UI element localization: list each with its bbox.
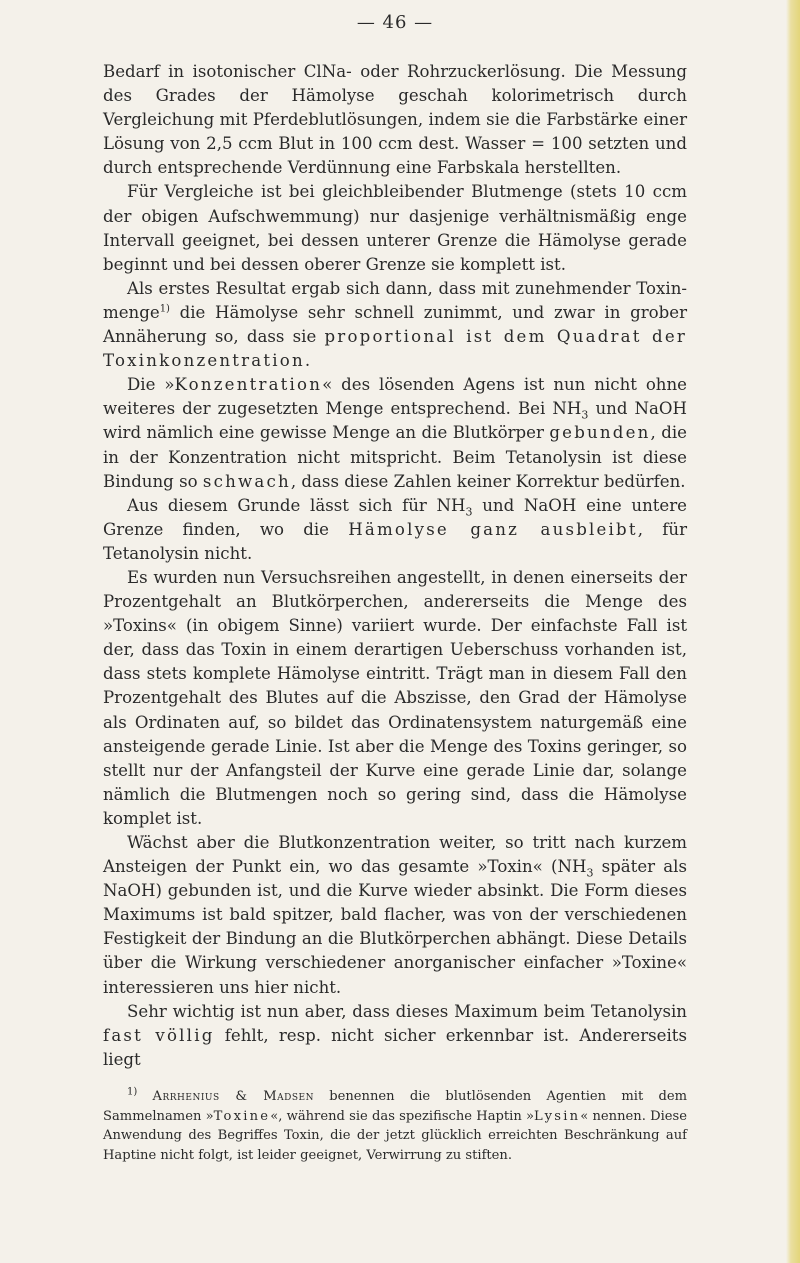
paragraph-6-text: Es wurden nun Versuchsreihen angestellt, in denen einerseits der Prozentgehalt an Blutkörperchen, andererseits die Menge des »Toxins« (in obigem Sinne) variiert wurde. Der einfachste Fall ist der, dass das Toxin in einem derartigen Ueberschuss vorhanden ist, dass stets komplete Hämolyse eintritt. Trägt man in diesem Fall den Prozentgehalt des Blutes auf die Abszisse, den Grad der Hämolyse als Ordinaten auf, so bildet das Ordinatensystem naturgemäß eine ansteigende gerade Linie. Ist aber die Menge des Toxins geringer, so stellt nur der Anfangsteil der Kurve eine gerade Linie dar, solange nämlich die Blutmengen noch so gering sind, dass die Hämolyse komplet ist.	[103, 567, 687, 828]
paragraph-2-text: Für Vergleiche ist bei gleichbleibender Blutmenge (stets 10 ccm der obigen Aufschwemmung) nur dasjenige verhältnismäßig enge Intervall geeignet, bei dessen unterer Grenze die Hämolyse gerade beginnt und bei dessen oberer Grenze sie komplett ist.	[103, 182, 687, 274]
subscript: 3	[581, 408, 589, 422]
paragraph-4-emphasis-3: schwach	[202, 471, 291, 491]
paragraph-4-text-a: Die »	[127, 375, 175, 395]
footnote-text-c: « nennen. Diese Anwendung des Begriffes Toxin, die der jetzt glücklich erreichten Beschränkung auf Haptine nicht folgt, ist leider geeignet, Verwirrung zu stiften.	[103, 1108, 687, 1163]
paragraph-4-text-c: und NaOH wird nämlich eine gewisse Menge an die Blutkörper	[103, 399, 687, 443]
footnote	[103, 1087, 687, 1165]
paragraph-3-text-a: Als erstes Resultat ergab sich dann, dass mit zunehmender Toxin-menge	[103, 278, 687, 322]
paragraph-7	[103, 831, 687, 1000]
page-edge	[786, 0, 800, 1263]
paragraph-5-text-b: und NaOH eine untere Grenze finden, wo die	[103, 495, 687, 539]
footnote-mark: 1)	[127, 1086, 138, 1098]
body-text	[103, 60, 687, 1072]
footnote-reference[interactable]: 1)	[159, 303, 170, 315]
footnote-authors: Arrhenius & Madsen	[152, 1088, 314, 1104]
paragraph-7-text-b: später als NaOH) gebunden ist, und die Kurve wieder absinkt. Die Form dieses Maximums ist bald spitzer, bald flacher, was von der verschiedenen Festigkeit der Bindung an die Blutkörperchen abhängt. Diese Details über die Wirkung verschiedener anorganischer einfacher »Toxine« interessieren uns hier nicht.	[103, 857, 687, 997]
paragraph-4-emphasis-1: Konzentration	[174, 375, 323, 395]
paragraph-7-text-a: Wächst aber die Blutkonzentration weiter, so tritt nach kurzem Ansteigen der Punkt ein, wo das gesamte »Toxin« (NH	[103, 833, 687, 877]
paragraph-4-text-b: « des lösenden Agens ist nun nicht ohne weiteres der zugesetzten Menge entsprechend. Bei NH	[103, 375, 688, 419]
footnote-text-b: «, während sie das spezifische Haptin »	[270, 1108, 535, 1124]
paragraph-5-emphasis: Hämolyse ganz ausbleibt	[348, 519, 638, 539]
paragraph-3-emphasis: proportional ist dem Quadrat der Toxinkonzentration.	[103, 327, 687, 371]
footnote-term-lysin: Lysin	[534, 1108, 581, 1124]
footnote-term-toxine: Toxine	[213, 1108, 271, 1124]
paragraph-8-text-a: Sehr wichtig ist nun aber, dass dieses Maximum beim Tetanolysin	[127, 1001, 687, 1021]
footnote-text-a: benennen die blutlösenden Agentien mit dem Sammelnamen »	[103, 1088, 687, 1124]
page-content	[103, 10, 687, 1165]
paragraph-1-text: Bedarf in isotonischer ClNa- oder Rohrzuckerlösung. Die Messung des Grades der Hämolyse geschah kolorimetrisch durch Vergleichung mit Pferdeblutlösungen, indem sie die Farbstärke einer Lösung von 2,5 ccm Blut in 100 ccm dest. Wasser = 100 setzten und durch entsprechende Verdünnung eine Farbskala herstellten.	[103, 62, 687, 178]
paragraph-3	[103, 277, 687, 373]
paragraph-6	[103, 566, 687, 831]
paragraph-1	[103, 60, 687, 180]
paragraph-8-emphasis: fast völlig	[103, 1025, 215, 1045]
paragraph-4-text-e: , dass diese Zahlen keiner Korrektur bedürfen.	[290, 471, 686, 491]
paragraph-5-text-a: Aus diesem Grunde lässt sich für NH	[127, 495, 466, 515]
subscript: 3	[586, 866, 594, 880]
paragraph-8-text-b: fehlt, resp. nicht sicher erkennbar ist. Andererseits liegt	[103, 1025, 687, 1069]
paragraph-5	[103, 494, 687, 566]
paragraph-5-text-c: , für Tetanolysin nicht.	[103, 519, 687, 563]
paragraph-4-text-d: , die in der Konzentration nicht mitspricht. Beim Tetanolysin ist diese Bindung so	[103, 423, 687, 491]
footnote-divider	[103, 1080, 223, 1081]
paragraph-8	[103, 1000, 687, 1072]
page-number: — 46 —	[356, 12, 434, 33]
subscript: 3	[465, 505, 473, 518]
paragraph-4-emphasis-2: gebunden	[549, 423, 651, 443]
paragraph-4	[103, 373, 687, 493]
paragraph-2	[103, 180, 687, 276]
paragraph-3-text-b: die Hämolyse sehr schnell zunimmt, und zwar in grober Annäherung so, dass sie	[103, 302, 687, 347]
